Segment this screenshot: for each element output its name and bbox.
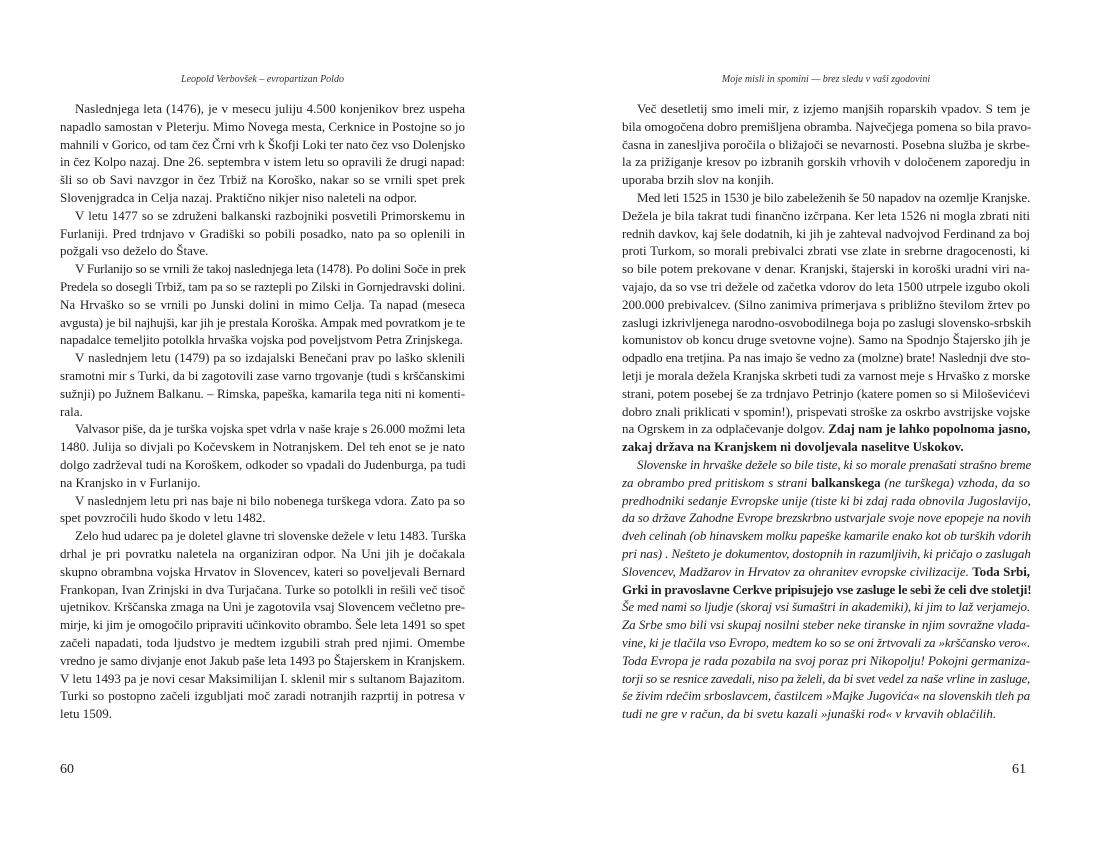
paragraph bbox=[60, 260, 465, 349]
text-line: sramotni mir s Turki, da bi zagotovili zase varno trgovanje (tudi s krščanskimi bbox=[60, 367, 465, 383]
text-line: Med leti 1525 in 1530 je bilo zabeleženih še 50 napadov na ozemlje Kranjske. bbox=[637, 189, 1030, 205]
text-line: 1480. Julija so divjali po Kočevskem in Notranjskem. Del teh enot se je nato bbox=[60, 439, 465, 455]
italic-text: za obrambo pred pritiskom s strani bbox=[622, 474, 812, 490]
text-line: bila omogočena dobro premišljena obramba. Največjega pomena so bila pravo- bbox=[622, 118, 1032, 134]
text-line: Valvasor piše, da je turška vojska spet vdrla v naše kraje s 26.000 možmi leta bbox=[75, 421, 465, 437]
running-head: Moje misli in spomini — brez sledu v vaši zgodovini bbox=[721, 74, 931, 85]
text-line: Dežela je bila takrat tudi finančno izčrpana. Ker leta 1526 ni mogla zbrati niti bbox=[622, 207, 1030, 223]
text-line: Še med nami so ljudje (skoraj vsi šumaštri in akademiki), ki jim to laž verjamejo. bbox=[622, 599, 1030, 615]
text-line: mahnili v Gorico, od tam čez Črni vrh k Škofji Loki ter nato čez vso Dolenjsko bbox=[60, 136, 465, 152]
text-line bbox=[622, 420, 1030, 438]
text-line bbox=[622, 474, 1030, 492]
italic-text: Slovencev, Madžarov in Hrvatov za ohranitev evropske civilizacije. bbox=[622, 563, 973, 579]
text-line: predhodniki sedanje Evropske unije (tiste ki bi zdaj rada obnovila Jugoslavijo, bbox=[622, 492, 1031, 508]
text-line: uporaba brzih slov na konjih. bbox=[622, 172, 774, 188]
text-line: požgali vso deželo do Štave. bbox=[60, 243, 209, 259]
bold-text: zakaj država na Kranjskem ni dovoljevala naselitve Uskokov. bbox=[622, 439, 964, 455]
text-line: 200.000 prebivalcev. (Silno zanimiva primerjava s približno številom žrtev po bbox=[622, 296, 1030, 312]
page-body bbox=[622, 100, 1030, 723]
text-line: Slovenjgradca in Celja nazaj. Praktično nikjer niso naleteli na odpor. bbox=[60, 189, 418, 205]
text-line: spet povzročili hudo škodo v letu 1482. bbox=[60, 510, 266, 526]
text-line: začeli napadati, toda ljudstvo je medtem izgubili strah pred njimi. Omembe bbox=[60, 634, 465, 650]
right-page bbox=[550, 0, 1100, 850]
text-line: V letu 1493 pa je novi cesar Maksimilijan I. sklenil mir s sultanom Bajazitom. bbox=[60, 670, 465, 686]
running-head: Leopold Verbovšek – evropartizan Poldo bbox=[181, 74, 344, 85]
text-line: Zelo hud udarec pa je doletel glavne tri slovenske dežele v letu 1483. Turška bbox=[75, 528, 466, 544]
bold-text: balkanskega bbox=[811, 474, 881, 490]
text-line: sužnji) po Južnem Balkanu. – Rimska, papeška, kamarila tega niti ni komenti- bbox=[60, 385, 465, 401]
text-line: so bile potem prekovane v denar. Kranjski, štajerski in koroški uradni viri na- bbox=[622, 261, 1030, 277]
text-line: pri nas) . Nešteto je dokumentov, dostopnih in razumljivih, ki pričajo o zaslugah bbox=[622, 545, 1031, 561]
text-span: na Ogrskem in za odplačevanje dolgov. bbox=[622, 421, 829, 437]
text-line: Predela so dosegli Trbiž, tam pa so se raztepli po Zilski in Gornjedravski dolini. bbox=[60, 278, 465, 294]
text-line: la za prižiganje kresov po izbranih gorskih vrhovih v določenem zaporedju in bbox=[622, 154, 1030, 170]
text-line: dobro znali priklicati v spomin!), prispevati stroške za oskrbo avstrijske vojske bbox=[622, 403, 1030, 419]
text-line: Na Hrvaško so se vrnili po Junski dolini in mimo Celja. Ta napad (meseca bbox=[60, 296, 465, 312]
text-line: šli so ob Savi navzgor in čez Trbiž na Koroško, nakar so se vrnili spet prek bbox=[60, 172, 465, 188]
text-line: napadalce temeljito potolkla hrvaška vojska pod poveljstvom Petra Zrinjskega. bbox=[60, 332, 463, 348]
text-line: Furlaniji. Pred trdnjavo v Gradiški so pobili posadko, nato pa so oplenili in bbox=[60, 225, 465, 241]
text-line: dolgo zadrževal tudi na Koroškem, odkoder so vpadali do Judenburga, pa tudi bbox=[60, 456, 466, 472]
text-line: skupno obrambna vojska Hrvatov in Slovencev, kateri so poveljevali Bernard bbox=[60, 563, 465, 579]
paragraph bbox=[60, 420, 465, 491]
text-line: Za Srbe smo bili vsi skupaj nosilni steber neke tiranske in njim sovražne vlada- bbox=[622, 617, 1030, 633]
text-line: V naslednjem letu pri nas baje ni bilo nobenega turškega vdora. Zato pa so bbox=[75, 492, 465, 508]
text-line: V naslednjem letu (1479) pa so izdajalski Benečani prav po laško sklenili bbox=[75, 350, 465, 366]
text-line: dveh celinah (ob hinavskem molku papeške kamarile enako kot ob turških vdorih bbox=[622, 528, 1032, 544]
bold-text: Grki in pravoslavne Cerkve pripisujejo vse zasluge le sebi že celi dve stoletji! bbox=[622, 581, 1032, 597]
text-line: vine, ki je tlačila vso Evropo, medtem ko so se oni žrtvovali za »krščansko vero«. bbox=[622, 634, 1031, 650]
paragraph bbox=[622, 189, 1030, 456]
text-line: zaslugi izkrivljenega narodno-osvobodilnega boja po zaslugi slovensko-srbskih bbox=[622, 314, 1032, 330]
text-line: V Furlanijo so se vrnili že takoj naslednjega leta (1478). Po dolini Soče in prek bbox=[75, 261, 466, 277]
text-line: V letu 1477 so se združeni balkanski razbojniki posvetili Primorskemu in bbox=[75, 207, 465, 223]
text-line: mirje, ki jim je omogočilo pripraviti učinkovito obrambo. Šele leta 1491 so spet bbox=[60, 617, 465, 633]
paragraph bbox=[60, 100, 465, 207]
page-number: 61 bbox=[1012, 762, 1026, 777]
paragraph bbox=[60, 349, 465, 420]
text-line: drhal je pri povratku naletela na organiziran odpor. Na Uni jih je dočakala bbox=[60, 545, 465, 561]
text-line: Slovenske in hrvaške dežele so bile tiste, ki so morale prenašati strašno breme bbox=[637, 456, 1032, 472]
text-line: letu 1509. bbox=[60, 706, 112, 722]
text-line bbox=[622, 581, 1030, 599]
text-line: komunistov ob koncu druge svetovne vojne). Samo na Spodnjo Štajersko jih je bbox=[622, 332, 1030, 348]
text-line: torji so se resnice zavedali, niso pa želeli, da bi svet vedel za naše vrline in zasluge, bbox=[622, 670, 1030, 686]
text-line: strani, potem posebej še za trdnjavo Petrinjo (katere pomen so si Miloševićevi bbox=[622, 385, 1030, 401]
text-line: odpadlo ena tretjina. Pa nas imajo še vedno za (molzne) brate! Naslednji dve sto- bbox=[622, 350, 1030, 366]
text-line: ujetnikov. Krščanska zmaga na Uni je zagotovila vsaj Slovencem večletno pre- bbox=[60, 599, 465, 615]
text-line: rednih davkov, kaj šele dodatnih, ki jih je zahteval nadvojvod Ferdinand za boj bbox=[622, 225, 1030, 241]
text-line: še živim rdečim srboslavcem, častilcem »Majke Jugovića« na slovenskih tleh pa bbox=[622, 688, 1031, 704]
text-line: da so države Zahodne Evrope brezskrbno ustvarjale svoje nove epopeje na novih bbox=[622, 510, 1031, 526]
text-line: rala. bbox=[60, 403, 83, 419]
text-line: na Kranjsko in v Furlanijo. bbox=[60, 474, 201, 490]
bold-text: Zdaj nam je lahko popolnoma jasno, bbox=[828, 421, 1031, 437]
page-number: 60 bbox=[60, 762, 74, 777]
text-line: časna in zanesljiva poročila o bližajoči se nevarnosti. Posebna služba je skrbe- bbox=[622, 136, 1030, 152]
text-line: avgusta) je bil najhujši, kar jih je prestala Koroška. Ampak med povratkom je te bbox=[60, 314, 465, 330]
text-line: Turki so postopno začeli izgubljati moč zaradi notranjih razprtij in potresa v bbox=[60, 688, 465, 704]
paragraph bbox=[622, 100, 1030, 189]
bold-text: Toda Srbi, bbox=[972, 563, 1030, 579]
italic-text: (ne turškega) vzhoda, da so bbox=[880, 474, 1030, 490]
text-line: letji je morala dežela Kranjska skrbeti tudi za varnost meje s Hrvaško z morske bbox=[622, 367, 1030, 383]
text-line: Več desetletij smo imeli mir, z izjemo manjših roparskih vpadov. S tem je bbox=[637, 101, 1030, 116]
paragraph bbox=[60, 527, 465, 723]
text-line: proti Turkom, so morali prebivalci zbrati vse zlate in srebrne dragocenosti, ki bbox=[622, 243, 1030, 259]
text-line: Toda Evropa je rada pozabila na svoj poraz pri Nikopolju! Pokojni germaniza- bbox=[622, 652, 1030, 668]
text-line: vajajo, da so vse tri dežele od začetka vdorov do leta 1500 utrpele izgubo okoli bbox=[622, 278, 1030, 294]
text-line: vredno je samo divjanje enot Jakub paše leta 1493 po Štajerskem in Kranjskem. bbox=[60, 652, 465, 668]
text-line bbox=[622, 438, 1030, 456]
paragraph bbox=[60, 492, 465, 528]
page-body bbox=[60, 100, 465, 723]
text-line: Naslednjega leta (1476), je v mesecu juliju 4.500 konjenikov brez uspeha bbox=[75, 101, 465, 116]
text-line bbox=[622, 563, 1030, 581]
text-line: Frankopan, Ivan Zrinjski in dva Turjačana. Turke so potolkli in rešili več tisoč bbox=[60, 581, 465, 597]
text-line: tudi ne gre v račun, da bi svetu kazali »junaški rod« v krvavih oblačilih. bbox=[622, 706, 997, 722]
text-line: in čez Kolpo nazaj. Dne 26. septembra v istem letu so opravili že drugi napad: bbox=[60, 154, 465, 170]
paragraph bbox=[60, 207, 465, 260]
paragraph bbox=[622, 456, 1030, 723]
text-line: napadlo samostan v Pleterju. Mimo Novega mesta, Cerknice in Postojne so jo bbox=[60, 118, 465, 134]
